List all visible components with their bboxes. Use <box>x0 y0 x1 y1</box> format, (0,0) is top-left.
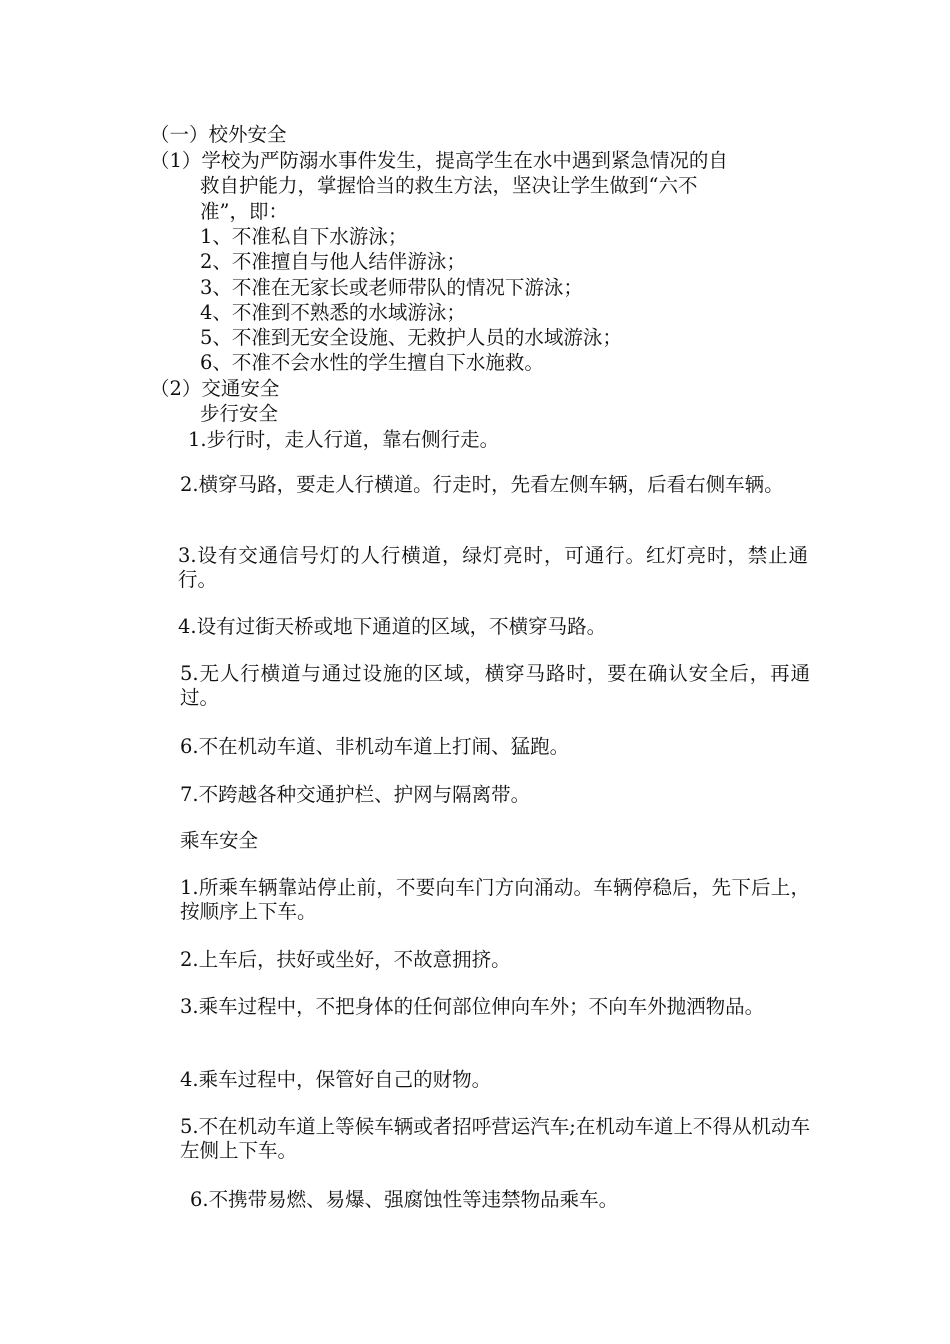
riding-rule: 5.不在机动车道上等候车辆或者招呼营运汽车;在机动车道上不得从机动车左侧上下车。 <box>180 1115 810 1162</box>
swim-rule: 1、不准私自下水游泳； <box>200 225 408 248</box>
swim-rule: 3、不准在无家长或老师带队的情况下游泳； <box>200 276 583 299</box>
swim-intro-line-2: 救自护能力，掌握恰当的救生方法，坚决让学生做到“六不 <box>200 174 698 197</box>
walking-safety-heading: 步行安全 <box>200 402 279 425</box>
riding-rule: 3.乘车过程中，不把身体的任何部位伸向车外；不向车外抛洒物品。 <box>180 995 765 1018</box>
riding-safety-heading: 乘车安全 <box>180 829 259 852</box>
riding-rule: 4.乘车过程中，保管好自己的财物。 <box>180 1068 492 1091</box>
swim-intro-line-3: 准”，即： <box>200 200 288 223</box>
swim-rule: 4、不准到不熟悉的水域游泳； <box>200 301 466 324</box>
walking-rule: 3.设有交通信号灯的人行横道，绿灯亮时，可通行。红灯亮时，禁止通行。 <box>178 544 808 591</box>
swim-rule: 6、不准不会水性的学生擅自下水施救。 <box>200 351 544 374</box>
walking-rule: 6.不在机动车道、非机动车道上打闹、猛跑。 <box>180 735 570 758</box>
riding-rule: 2.上车后，扶好或坐好，不故意拥挤。 <box>180 948 511 971</box>
walking-rule: 5.无人行横道与通过设施的区域，横穿马路时，要在确认安全后，再通过。 <box>180 662 810 709</box>
section-heading-outside-safety: （一）校外安全 <box>150 123 287 146</box>
walking-rule: 2.横穿马路，要走人行横道。行走时，先看左侧车辆，后看右侧车辆。 <box>180 473 784 496</box>
swim-rule: 2、不准擅自与他人结伴游泳； <box>200 250 466 273</box>
swim-rule: 5、不准到无安全设施、无救护人员的水域游泳； <box>200 326 622 349</box>
riding-rule: 1.所乘车辆靠站停止前，不要向车门方向涌动。车辆停稳后，先下后上，按顺序上下车。 <box>180 876 810 923</box>
swim-intro-line-1: （1）学校为严防溺水事件发生，提高学生在水中遇到紧急情况的自 <box>150 149 728 172</box>
walking-rule: 1.步行时，走人行道，靠右侧行走。 <box>188 428 500 451</box>
walking-rule: 7.不跨越各种交通护栏、护网与隔离带。 <box>180 783 531 806</box>
riding-rule: 6.不携带易燃、易爆、强腐蚀性等违禁物品乘车。 <box>190 1188 619 1211</box>
walking-rule: 4.设有过街天桥或地下通道的区域，不横穿马路。 <box>178 615 607 638</box>
traffic-heading: （2）交通安全 <box>150 377 280 400</box>
